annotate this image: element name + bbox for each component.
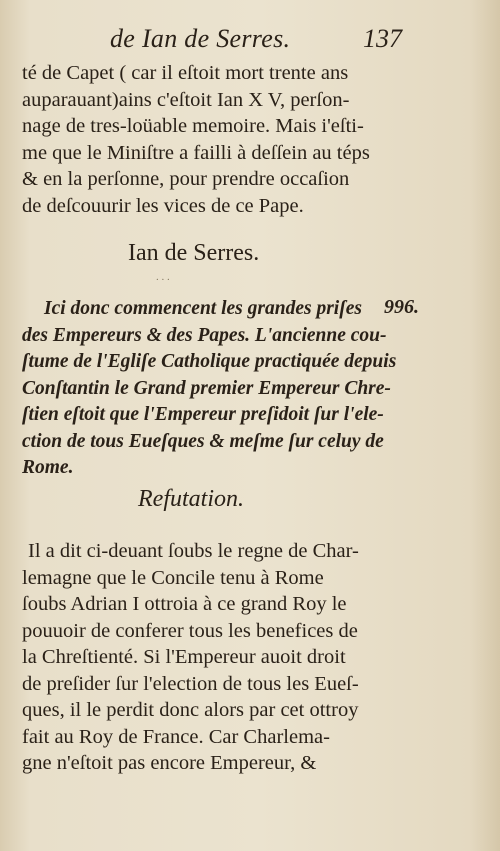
text-line: ction de tous Eueſques & meſme ſur celuy de xyxy=(22,430,384,452)
text-line: de preſider ſur l'election de tous les Eueſ- xyxy=(22,672,359,695)
section-heading: Refutation. xyxy=(138,486,244,512)
text-block-3 xyxy=(22,538,374,777)
text-block-2 xyxy=(22,296,397,482)
text-line: ſoubs Adrian I ottroia à ce grand Roy le xyxy=(22,593,347,615)
section-heading: Ian de Serres. xyxy=(128,240,260,266)
text-line: té de Capet ( car il eſtoit mort trente ans xyxy=(22,62,349,84)
ornament: ∙ ∙ ∙ xyxy=(156,274,170,286)
text-line: ſtien eſtoit que l'Empereur preſidoit ſur l'ele- xyxy=(22,404,384,425)
text-line: nage de tres-loüable memoire. Mais i'eſti- xyxy=(22,115,364,137)
text-line: de deſcouurir les vices de ce Pape. xyxy=(22,194,304,217)
text-line: lemagne que le Concile tenu à Rome xyxy=(22,566,324,589)
text-line: gne n'eſtoit pas encore Empereur, & xyxy=(22,752,317,774)
text-line: Rome. xyxy=(22,457,74,478)
text-line: fait au Roy de France. Car Charlema- xyxy=(22,725,330,748)
text-line: Conſtantin le Grand premier Empereur Chre- xyxy=(22,377,391,399)
text-line: Ici donc commencent les grandes priſes xyxy=(44,298,362,319)
text-block-1 xyxy=(22,60,374,219)
text-line: & en la perſonne, pour prendre occaſion xyxy=(22,168,350,190)
text-line: me que le Miniſtre a failli à deſſein au téps xyxy=(22,141,370,164)
text-line: la Chreſtienté. Si l'Empereur auoit droit xyxy=(22,646,346,668)
page-number: 137 xyxy=(363,24,402,53)
text-line: pouuoir de conferer tous les benefices de xyxy=(22,619,358,642)
running-title: de Ian de Serres. xyxy=(110,24,291,53)
margin-number: 996. xyxy=(384,296,419,318)
text-line: ſtume de l'Egliſe Catholique practiquée depuis xyxy=(22,351,397,372)
text-line: ques, il le perdit donc alors par cet ottroy xyxy=(22,699,359,721)
text-line: Il a dit ci-deuant ſoubs le regne de Char- xyxy=(28,540,359,562)
text-line: auparauant)ains c'eſtoit Ian X V, perſon- xyxy=(22,88,350,111)
text-line: des Empereurs & des Papes. L'ancienne cou- xyxy=(22,324,387,346)
